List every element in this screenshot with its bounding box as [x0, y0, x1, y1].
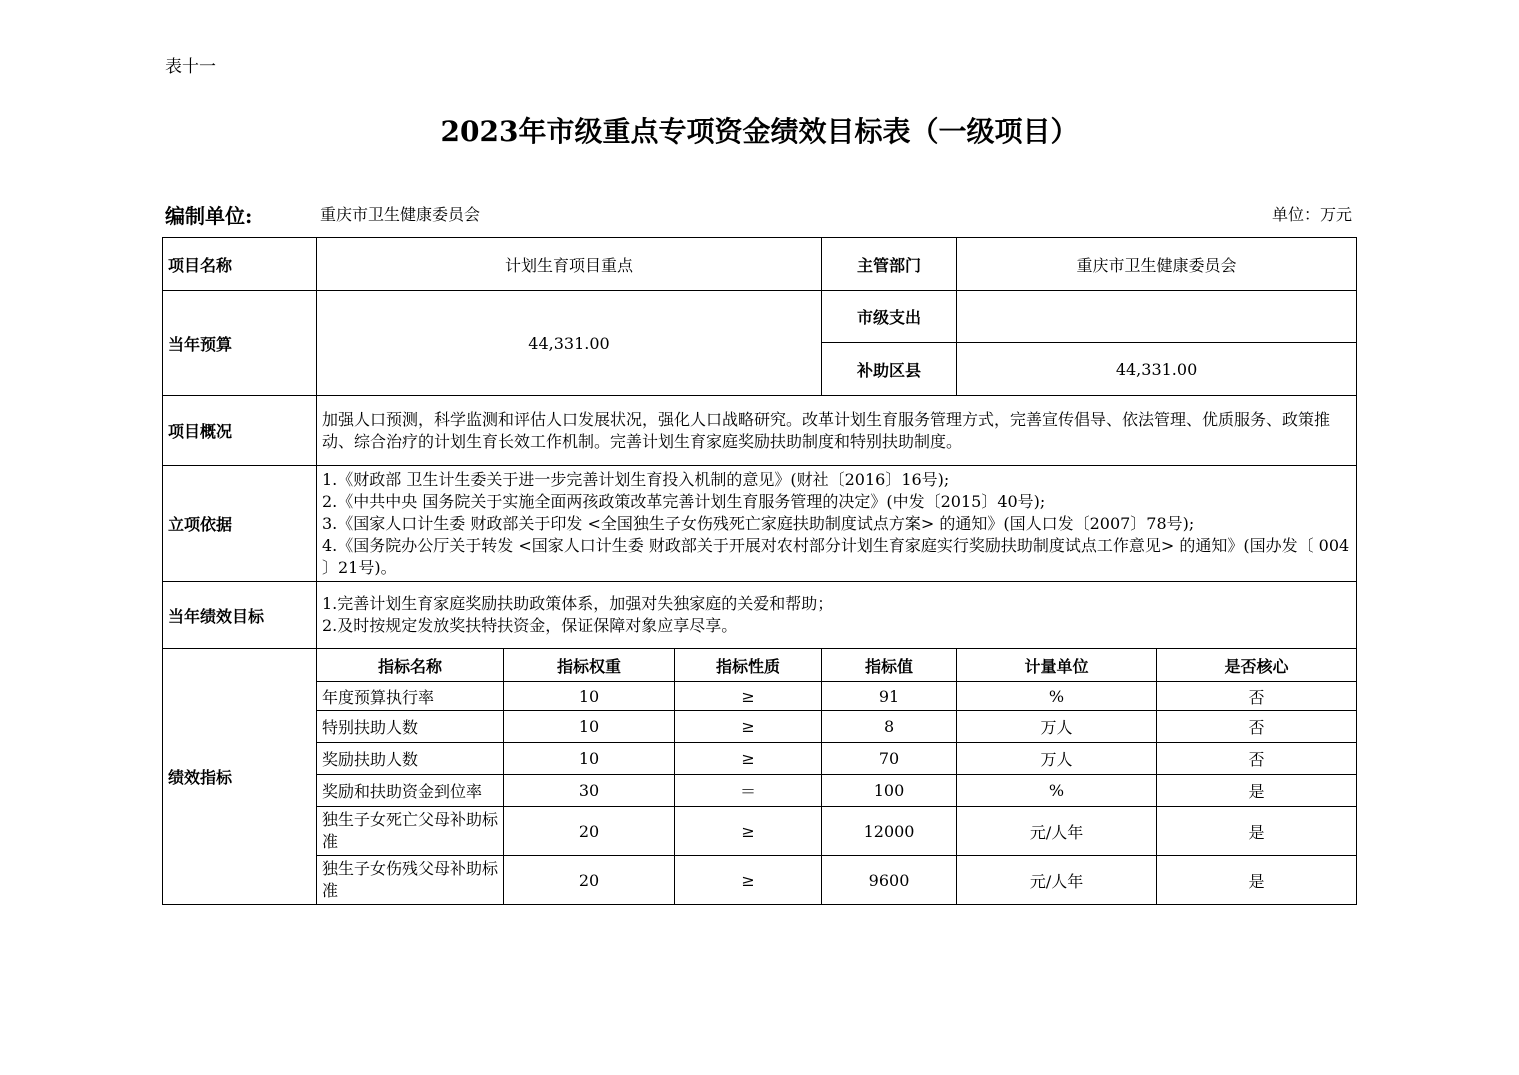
county-subsidy-value: 44,331.00: [957, 343, 1357, 396]
indicator-unit: %: [957, 682, 1157, 711]
performance-target-table: [162, 237, 1357, 905]
basis-label: 立项依据: [163, 466, 317, 582]
basis-item: 3.《国家人口计生委 财政部关于印发 <全国独生子女伤残死亡家庭扶助制度试点方案> 的通知》(国人口发〔2007〕78号);: [322, 513, 1195, 533]
unit-note: 单位：万元: [1271, 205, 1352, 224]
indicator-unit: 万人: [957, 711, 1157, 743]
indicator-weight: 10: [504, 711, 675, 743]
indicator-nature: ≥: [675, 807, 822, 856]
goal-label: 当年绩效目标: [163, 582, 317, 649]
goal-row: [163, 582, 1357, 649]
project-name-label: 项目名称: [163, 238, 317, 291]
city-expense-label: 市级支出: [822, 291, 957, 343]
goal-item: 1.完善计划生育家庭奖励扶助政策体系，加强对失独家庭的关爱和帮助；: [322, 594, 834, 613]
project-name-row: [163, 238, 1357, 291]
indicator-value: 12000: [822, 807, 957, 856]
indicator-value: 100: [822, 775, 957, 807]
indicator-nature: ≥: [675, 682, 822, 711]
table-row: [163, 711, 1357, 743]
column-header: 指标权重: [504, 649, 675, 682]
indicator-header-row: [163, 649, 1357, 682]
indicator-nature: ≥: [675, 711, 822, 743]
indicator-unit: %: [957, 775, 1157, 807]
budget-value: 44,331.00: [317, 291, 822, 396]
column-header: 指标性质: [675, 649, 822, 682]
indicator-weight: 10: [504, 743, 675, 775]
table-row: [163, 775, 1357, 807]
column-header: 指标名称: [317, 649, 504, 682]
county-subsidy-label: 补助区县: [822, 343, 957, 396]
org-value: 重庆市卫生健康委员会: [320, 205, 481, 224]
indicator-value: 9600: [822, 856, 957, 905]
indicator-unit: 元/人年: [957, 856, 1157, 905]
indicator-value: 70: [822, 743, 957, 775]
table-row: [163, 856, 1357, 905]
dept-label: 主管部门: [822, 238, 957, 291]
indicator-weight: 30: [504, 775, 675, 807]
indicator-nature: ≥: [675, 856, 822, 905]
table-row: [163, 807, 1357, 856]
column-header: 是否核心: [1157, 649, 1357, 682]
indicator-name: 特别扶助人数: [317, 711, 504, 743]
indicator-name: 独生子女死亡父母补助标准: [317, 807, 504, 856]
indicator-weight: 20: [504, 856, 675, 905]
table-number: 表十一: [165, 57, 216, 77]
indicator-nature: ≥: [675, 743, 822, 775]
column-header: 指标值: [822, 649, 957, 682]
indicator-name: 年度预算执行率: [317, 682, 504, 711]
indicator-name: 独生子女伤残父母补助标准: [317, 856, 504, 905]
indicator-core: 否: [1157, 743, 1357, 775]
org-label: 编制单位:: [165, 204, 253, 228]
indicator-name: 奖励和扶助资金到位率: [317, 775, 504, 807]
document-title: 2023年市级重点专项资金绩效目标表（一级项目）: [440, 115, 1079, 148]
indicator-nature: ＝: [675, 775, 822, 807]
basis-list: [317, 466, 1357, 582]
goal-list: [317, 582, 1357, 649]
budget-label: 当年预算: [163, 291, 317, 396]
dept-value: 重庆市卫生健康委员会: [957, 238, 1357, 291]
basis-item: 4.《国务院办公厅关于转发 <国家人口计生委 财政部关于开展对农村部分计划生育家庭实行奖励扶助制度试点工作意见> 的通知》(国办发〔 004 〕21号)。: [322, 535, 1350, 577]
indicator-value: 8: [822, 711, 957, 743]
goal-item: 2.及时按规定发放奖扶特扶资金，保证保障对象应享尽享。: [322, 616, 738, 635]
indicator-weight: 10: [504, 682, 675, 711]
basis-row: [163, 466, 1357, 582]
budget-row: [163, 291, 1357, 343]
basis-item: 2.《中共中央 国务院关于实施全面两孩政策改革完善计划生育服务管理的决定》(中发〔2015〕40号);: [322, 491, 1046, 511]
project-name-value: 计划生育项目重点: [317, 238, 822, 291]
indicators-label: 绩效指标: [163, 649, 317, 905]
indicator-weight: 20: [504, 807, 675, 856]
table-row: [163, 743, 1357, 775]
table-row: [163, 682, 1357, 711]
indicator-value: 91: [822, 682, 957, 711]
indicator-name: 奖励扶助人数: [317, 743, 504, 775]
indicator-core: 是: [1157, 775, 1357, 807]
overview-text: 加强人口预测，科学监测和评估人口发展状况，强化人口战略研究。改革计划生育服务管理方式，完善宣传倡导、依法管理、优质服务、政策推动、综合治疗的计划生育长效工作机制。完善计划生育家庭奖励扶助制度和特别扶助制度。: [317, 396, 1357, 466]
indicator-unit: 元/人年: [957, 807, 1157, 856]
overview-label: 项目概况: [163, 396, 317, 466]
indicator-core: 是: [1157, 807, 1357, 856]
indicator-core: 否: [1157, 682, 1357, 711]
indicator-unit: 万人: [957, 743, 1157, 775]
city-expense-value: [957, 291, 1357, 343]
indicator-core: 否: [1157, 711, 1357, 743]
column-header: 计量单位: [957, 649, 1157, 682]
indicator-core: 是: [1157, 856, 1357, 905]
overview-row: [163, 396, 1357, 466]
basis-item: 1.《财政部 卫生计生委关于进一步完善计划生育投入机制的意见》(财社〔2016〕16号);: [322, 469, 950, 489]
